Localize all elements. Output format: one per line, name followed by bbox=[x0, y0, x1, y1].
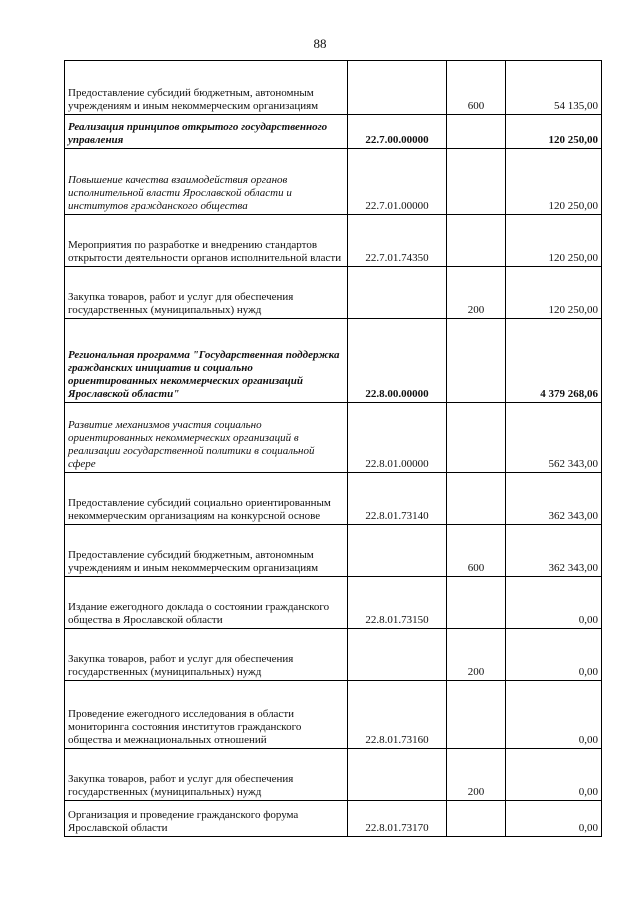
row-sum-cell: 0,00 bbox=[506, 681, 602, 749]
row-name-cell: Закупка товаров, работ и услуг для обеспечения государственных (муниципальных) нужд bbox=[65, 267, 348, 319]
row-name-cell: Предоставление субсидий бюджетным, автономным учреждениям и иным некоммерческим организациям bbox=[65, 61, 348, 115]
row-code-cell: 22.8.01.73170 bbox=[348, 801, 447, 837]
row-name-cell: Реализация принципов открытого государственного управления bbox=[65, 115, 348, 149]
row-sum-cell: 0,00 bbox=[506, 749, 602, 801]
row-code-cell: 22.7.00.00000 bbox=[348, 115, 447, 149]
row-type-cell bbox=[447, 403, 506, 473]
row-code-cell bbox=[348, 525, 447, 577]
table-row bbox=[65, 749, 602, 801]
row-type-cell: 200 bbox=[447, 267, 506, 319]
row-type-cell: 600 bbox=[447, 525, 506, 577]
row-sum-cell: 0,00 bbox=[506, 629, 602, 681]
table-row bbox=[65, 267, 602, 319]
budget-table bbox=[64, 60, 602, 837]
row-sum-cell: 0,00 bbox=[506, 577, 602, 629]
row-code-cell: 22.8.01.73150 bbox=[348, 577, 447, 629]
table-row bbox=[65, 629, 602, 681]
row-type-cell: 200 bbox=[447, 629, 506, 681]
row-type-cell bbox=[447, 473, 506, 525]
table-row bbox=[65, 577, 602, 629]
row-sum-cell: 4 379 268,06 bbox=[506, 319, 602, 403]
table-row bbox=[65, 115, 602, 149]
table-row bbox=[65, 801, 602, 837]
row-name-cell: Проведение ежегодного исследования в области мониторинга состояния институтов гражданского общества и межнациональных отношений bbox=[65, 681, 348, 749]
row-sum-cell: 120 250,00 bbox=[506, 115, 602, 149]
row-name-cell: Региональная программа "Государственная поддержка гражданских инициатив и социально ориентированных некоммерческих организаций Ярославской области" bbox=[65, 319, 348, 403]
row-sum-cell: 54 135,00 bbox=[506, 61, 602, 115]
row-type-cell bbox=[447, 215, 506, 267]
row-type-cell bbox=[447, 115, 506, 149]
row-code-cell: 22.7.01.74350 bbox=[348, 215, 447, 267]
row-type-cell: 200 bbox=[447, 749, 506, 801]
row-sum-cell: 562 343,00 bbox=[506, 403, 602, 473]
row-type-cell bbox=[447, 319, 506, 403]
row-code-cell bbox=[348, 267, 447, 319]
row-code-cell: 22.8.01.00000 bbox=[348, 403, 447, 473]
row-name-cell: Издание ежегодного доклада о состоянии гражданского общества в Ярославской области bbox=[65, 577, 348, 629]
row-name-cell: Развитие механизмов участия социально ориентированных некоммерческих организаций в реализации государственной политики в социальной сфере bbox=[65, 403, 348, 473]
row-name-cell: Повышение качества взаимодействия органов исполнительной власти Ярославской области и институтов гражданского общества bbox=[65, 149, 348, 215]
table-row bbox=[65, 403, 602, 473]
row-code-cell bbox=[348, 61, 447, 115]
table-row bbox=[65, 149, 602, 215]
row-sum-cell: 120 250,00 bbox=[506, 267, 602, 319]
row-sum-cell: 362 343,00 bbox=[506, 525, 602, 577]
row-sum-cell: 120 250,00 bbox=[506, 149, 602, 215]
row-type-cell bbox=[447, 681, 506, 749]
row-type-cell bbox=[447, 801, 506, 837]
row-type-cell bbox=[447, 149, 506, 215]
row-name-cell: Предоставление субсидий социально ориентированным некоммерческим организациям на конкурсной основе bbox=[65, 473, 348, 525]
row-name-cell: Мероприятия по разработке и внедрению стандартов открытости деятельности органов исполнительной власти bbox=[65, 215, 348, 267]
row-name-cell: Закупка товаров, работ и услуг для обеспечения государственных (муниципальных) нужд bbox=[65, 629, 348, 681]
table-row bbox=[65, 61, 602, 115]
table-row bbox=[65, 525, 602, 577]
row-code-cell bbox=[348, 749, 447, 801]
row-type-cell bbox=[447, 577, 506, 629]
page-number: 88 bbox=[313, 36, 327, 51]
row-name-cell: Предоставление субсидий бюджетным, автономным учреждениям и иным некоммерческим организациям bbox=[65, 525, 348, 577]
table-row bbox=[65, 473, 602, 525]
row-sum-cell: 362 343,00 bbox=[506, 473, 602, 525]
row-code-cell: 22.8.00.00000 bbox=[348, 319, 447, 403]
row-code-cell: 22.8.01.73160 bbox=[348, 681, 447, 749]
row-code-cell: 22.8.01.73140 bbox=[348, 473, 447, 525]
row-sum-cell: 0,00 bbox=[506, 801, 602, 837]
budget-table-body bbox=[65, 61, 602, 837]
table-row bbox=[65, 319, 602, 403]
table-row bbox=[65, 215, 602, 267]
row-name-cell: Закупка товаров, работ и услуг для обеспечения государственных (муниципальных) нужд bbox=[65, 749, 348, 801]
row-sum-cell: 120 250,00 bbox=[506, 215, 602, 267]
table-row bbox=[65, 681, 602, 749]
row-code-cell: 22.7.01.00000 bbox=[348, 149, 447, 215]
row-name-cell: Организация и проведение гражданского форума Ярославской области bbox=[65, 801, 348, 837]
row-code-cell bbox=[348, 629, 447, 681]
row-type-cell: 600 bbox=[447, 61, 506, 115]
